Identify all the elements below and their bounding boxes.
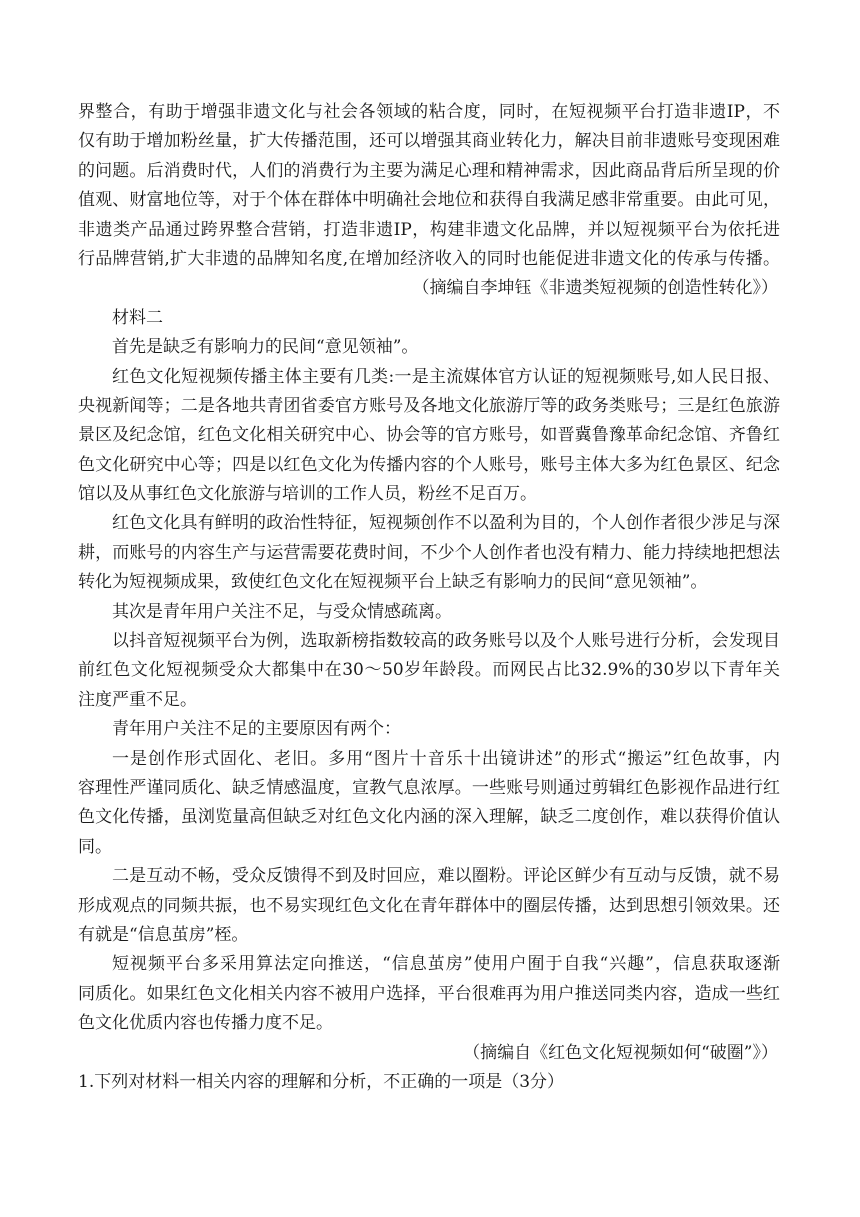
text-line: 的问题。后消费时代，人们的消费行为主要为满足心理和精神需求，因此商品背后所呈现的价 bbox=[78, 160, 780, 181]
text-line: 值观、财富地位等，对于个体在群体中明确社会地位和获得自我满足感非常重要。由此可见， bbox=[78, 190, 780, 211]
text-line: 耕，而账号的内容生产与运营需要花费时间，不少个人创作者也没有精力、能力持续地把想法 bbox=[78, 542, 780, 563]
text-line: 红色文化具有鲜明的政治性特征，短视频创作不以盈利为目的，个人创作者很少涉足与深 bbox=[112, 513, 780, 534]
text-line: 其次是青年用户关注不足，与受众情感疏离。 bbox=[112, 601, 452, 622]
text-line: 注度严重不足。 bbox=[78, 689, 197, 710]
question-prompt: 1.下列对材料一相关内容的理解和分析，不正确的一项是（3分） bbox=[78, 1071, 565, 1092]
text-line: 形成观点的同频共振，也不易实现红色文化在青年群体中的圈层传播，达到思想引领效果。还 bbox=[78, 895, 780, 916]
text-line: 转化为短视频成果，致使红色文化在短视频平台上缺乏有影响力的民间“意见领袖”。 bbox=[78, 572, 708, 593]
text-line: 红色文化短视频传播主体主要有几类:一是主流媒体官方认证的短视频账号,如人民日报、 bbox=[112, 366, 780, 387]
text-line: 同质化。如果红色文化相关内容不被用户选择，平台很难再为用户推送同类内容，造成一些红 bbox=[78, 983, 780, 1004]
text-line: 馆以及从事红色文化旅游与培训的工作人员，粉丝不足百万。 bbox=[78, 484, 537, 505]
text-line: 短视频平台多采用算法定向推送，“信息茧房”使用户囿于自我“兴趣”，信息获取逐渐 bbox=[112, 954, 780, 975]
document-page bbox=[78, 98, 780, 1097]
source-citation: （摘编自《红色文化短视频如何“破圈”》） bbox=[463, 1042, 778, 1063]
text-line: 色文化研究中心等；四是以红色文化为传播内容的个人账号，账号主体大多为红色景区、纪念 bbox=[78, 454, 780, 475]
source-citation: （摘编自李坤钰《非遗类短视频的创造性转化》） bbox=[412, 278, 778, 299]
section-heading: 材料二 bbox=[112, 307, 163, 328]
text-line: 界整合，有助于增强非遗文化与社会各领域的粘合度，同时，在短视频平台打造非遗IP，不 bbox=[78, 102, 780, 122]
text-line: 仅有助于增加粉丝量，扩大传播范围，还可以增强其商业转化力，解决目前非遗账号变现困难 bbox=[78, 131, 780, 152]
text-line: 同。 bbox=[78, 836, 112, 857]
text-line: 一是创作形式固化、老旧。多用“图片十音乐十出镜讲述”的形式“搬运”红色故事，内 bbox=[112, 748, 780, 769]
text-line: 青年用户关注不足的主要原因有两个： bbox=[112, 719, 401, 740]
text-line: 色文化优质内容也传播力度不足。 bbox=[78, 1013, 333, 1034]
text-line: 有就是“信息茧房”桎。 bbox=[78, 924, 249, 945]
text-line: 景区及纪念馆，红色文化相关研究中心、协会等的官方账号，如晋冀鲁豫革命纪念馆、齐鲁红 bbox=[78, 425, 780, 446]
text-line: 行品牌营销,扩大非遗的品牌知名度,在增加经济收入的同时也能促进非遗文化的传承与传播。 bbox=[78, 248, 780, 269]
text-line: 首先是缺乏有影响力的民间“意见领袖”。 bbox=[112, 337, 419, 358]
text-line: 央视新闻等；二是各地共青团省委官方账号及各地文化旅游厅等的政务类账号；三是红色旅游 bbox=[78, 395, 780, 416]
text-line: 色文化传播，虽浏览量高但缺乏对红色文化内涵的深入理解，缺乏二度创作，难以获得价值认 bbox=[78, 807, 780, 828]
text-line: 前红色文化短视频受众大都集中在30～50岁年龄段。而网民占比32.9%的30岁以下青年关 bbox=[78, 660, 780, 681]
text-line: 非遗类产品通过跨界整合营销，打造非遗IP，构建非遗文化品牌，并以短视频平台为依托进 bbox=[78, 219, 780, 240]
text-line: 以抖音短视频平台为例，选取新榜指数较高的政务账号以及个人账号进行分析，会发现目 bbox=[112, 631, 780, 652]
text-line: 二是互动不畅，受众反馈得不到及时回应，难以圈粉。评论区鲜少有互动与反馈，就不易 bbox=[112, 866, 780, 887]
text-line: 容理性严谨同质化、缺乏情感温度，宣教气息浓厚。一些账号则通过剪辑红色影视作品进行红 bbox=[78, 777, 780, 798]
